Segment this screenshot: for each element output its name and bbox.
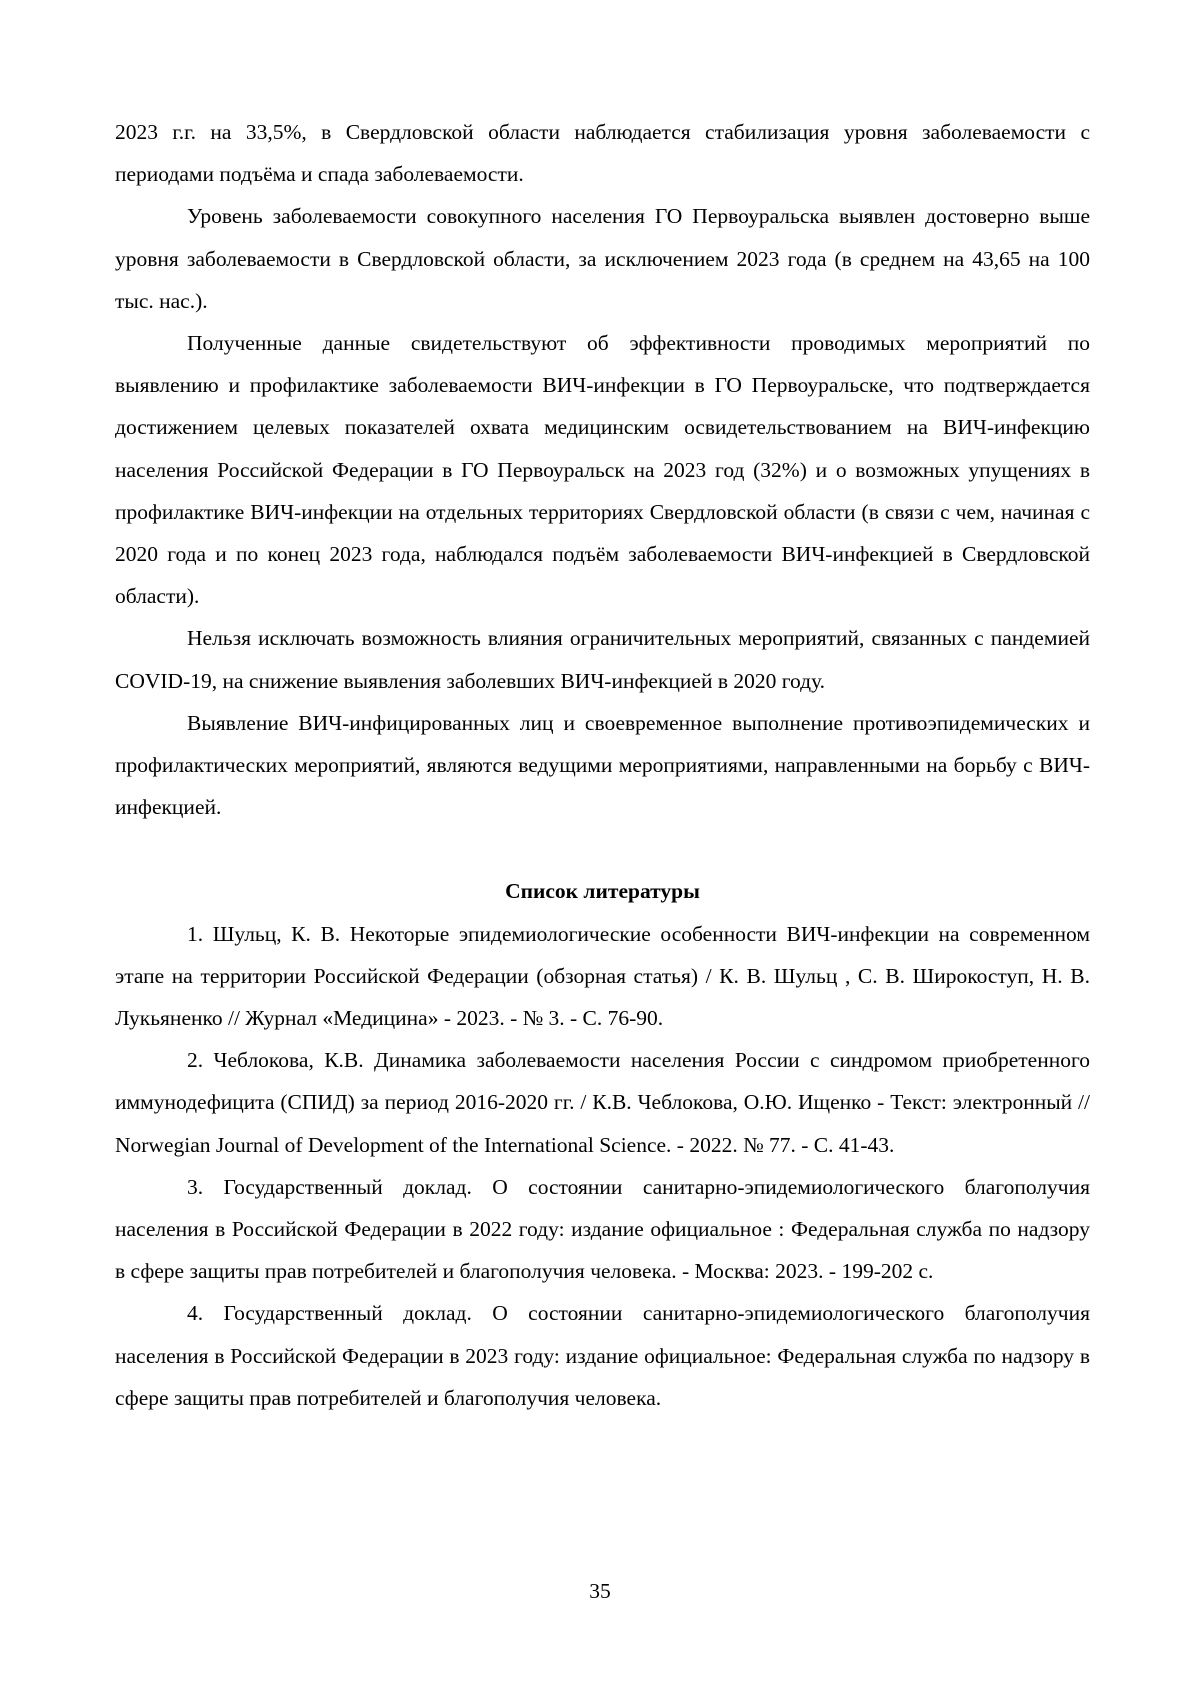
- paragraph-covid-influence: Нельзя исключать возможность влияния ограничительных мероприятий, связанных с пандемией COVID-19, на снижение выявления заболевших ВИЧ-инфекцией в 2020 году.: [115, 617, 1090, 701]
- reference-item-2: 2. Чеблокова, К.В. Динамика заболеваемости населения России с синдромом приобретенного иммунодефицита (СПИД) за период 2016-2020 гг. / К.В. Чеблокова, О.Ю. Ищенко - Текст: электронный // Norwegian Journal of Development of the International Science. - 2022. № 77. - С. 41-43.: [115, 1039, 1090, 1166]
- paragraph-incidence-level: Уровень заболеваемости совокупного населения ГО Первоуральска выявлен достоверно выше уровня заболеваемости в Свердловской области, за исключением 2023 года (в среднем на 43,65 на 100 тыс. нас.).: [115, 195, 1090, 322]
- page-number: 35: [0, 1576, 1200, 1606]
- document-body: [115, 111, 1090, 1419]
- reference-item-3: 3. Государственный доклад. О состоянии санитарно-эпидемиологического благополучия населения в Российской Федерации в 2022 году: издание официальное : Федеральная служба по надзору в сфере защиты прав потребителей и благополучия человека. - Москва: 2023. - 199-202 с.: [115, 1166, 1090, 1293]
- paragraph-continuation: 2023 г.г. на 33,5%, в Свердловской области наблюдается стабилизация уровня заболеваемости с периодами подъёма и спада заболеваемости.: [115, 111, 1090, 195]
- paragraph-conclusion: Выявление ВИЧ-инфицированных лиц и своевременное выполнение противоэпидемических и профилактических мероприятий, являются ведущими мероприятиями, направленными на борьбу с ВИЧ-инфекцией.: [115, 702, 1090, 829]
- references-heading: Список литературы: [115, 870, 1090, 912]
- paragraph-effectiveness: Полученные данные свидетельствуют об эффективности проводимых мероприятий по выявлению и профилактике заболеваемости ВИЧ-инфекции в ГО Первоуральске, что подтверждается достижением целевых показателей охвата медицинским освидетельствованием на ВИЧ-инфекцию населения Российской Федерации в ГО Первоуральск на 2023 год (32%) и о возможных упущениях в профилактике ВИЧ-инфекции на отдельных территориях Свердловской области (в связи с чем, начиная с 2020 года и по конец 2023 года, наблюдался подъём заболеваемости ВИЧ-инфекцией в Свердловской области).: [115, 322, 1090, 617]
- reference-item-1: 1. Шульц, К. В. Некоторые эпидемиологические особенности ВИЧ-инфекции на современном этапе на территории Российской Федерации (обзорная статья) / К. В. Шульц , С. В. Широкоступ, Н. В. Лукьяненко // Журнал «Медицина» - 2023. - № 3. - С. 76-90.: [115, 913, 1090, 1040]
- reference-item-4: 4. Государственный доклад. О состоянии санитарно-эпидемиологического благополучия населения в Российской Федерации в 2023 году: издание официальное: Федеральная служба по надзору в сфере защиты прав потребителей и благополучия человека.: [115, 1292, 1090, 1419]
